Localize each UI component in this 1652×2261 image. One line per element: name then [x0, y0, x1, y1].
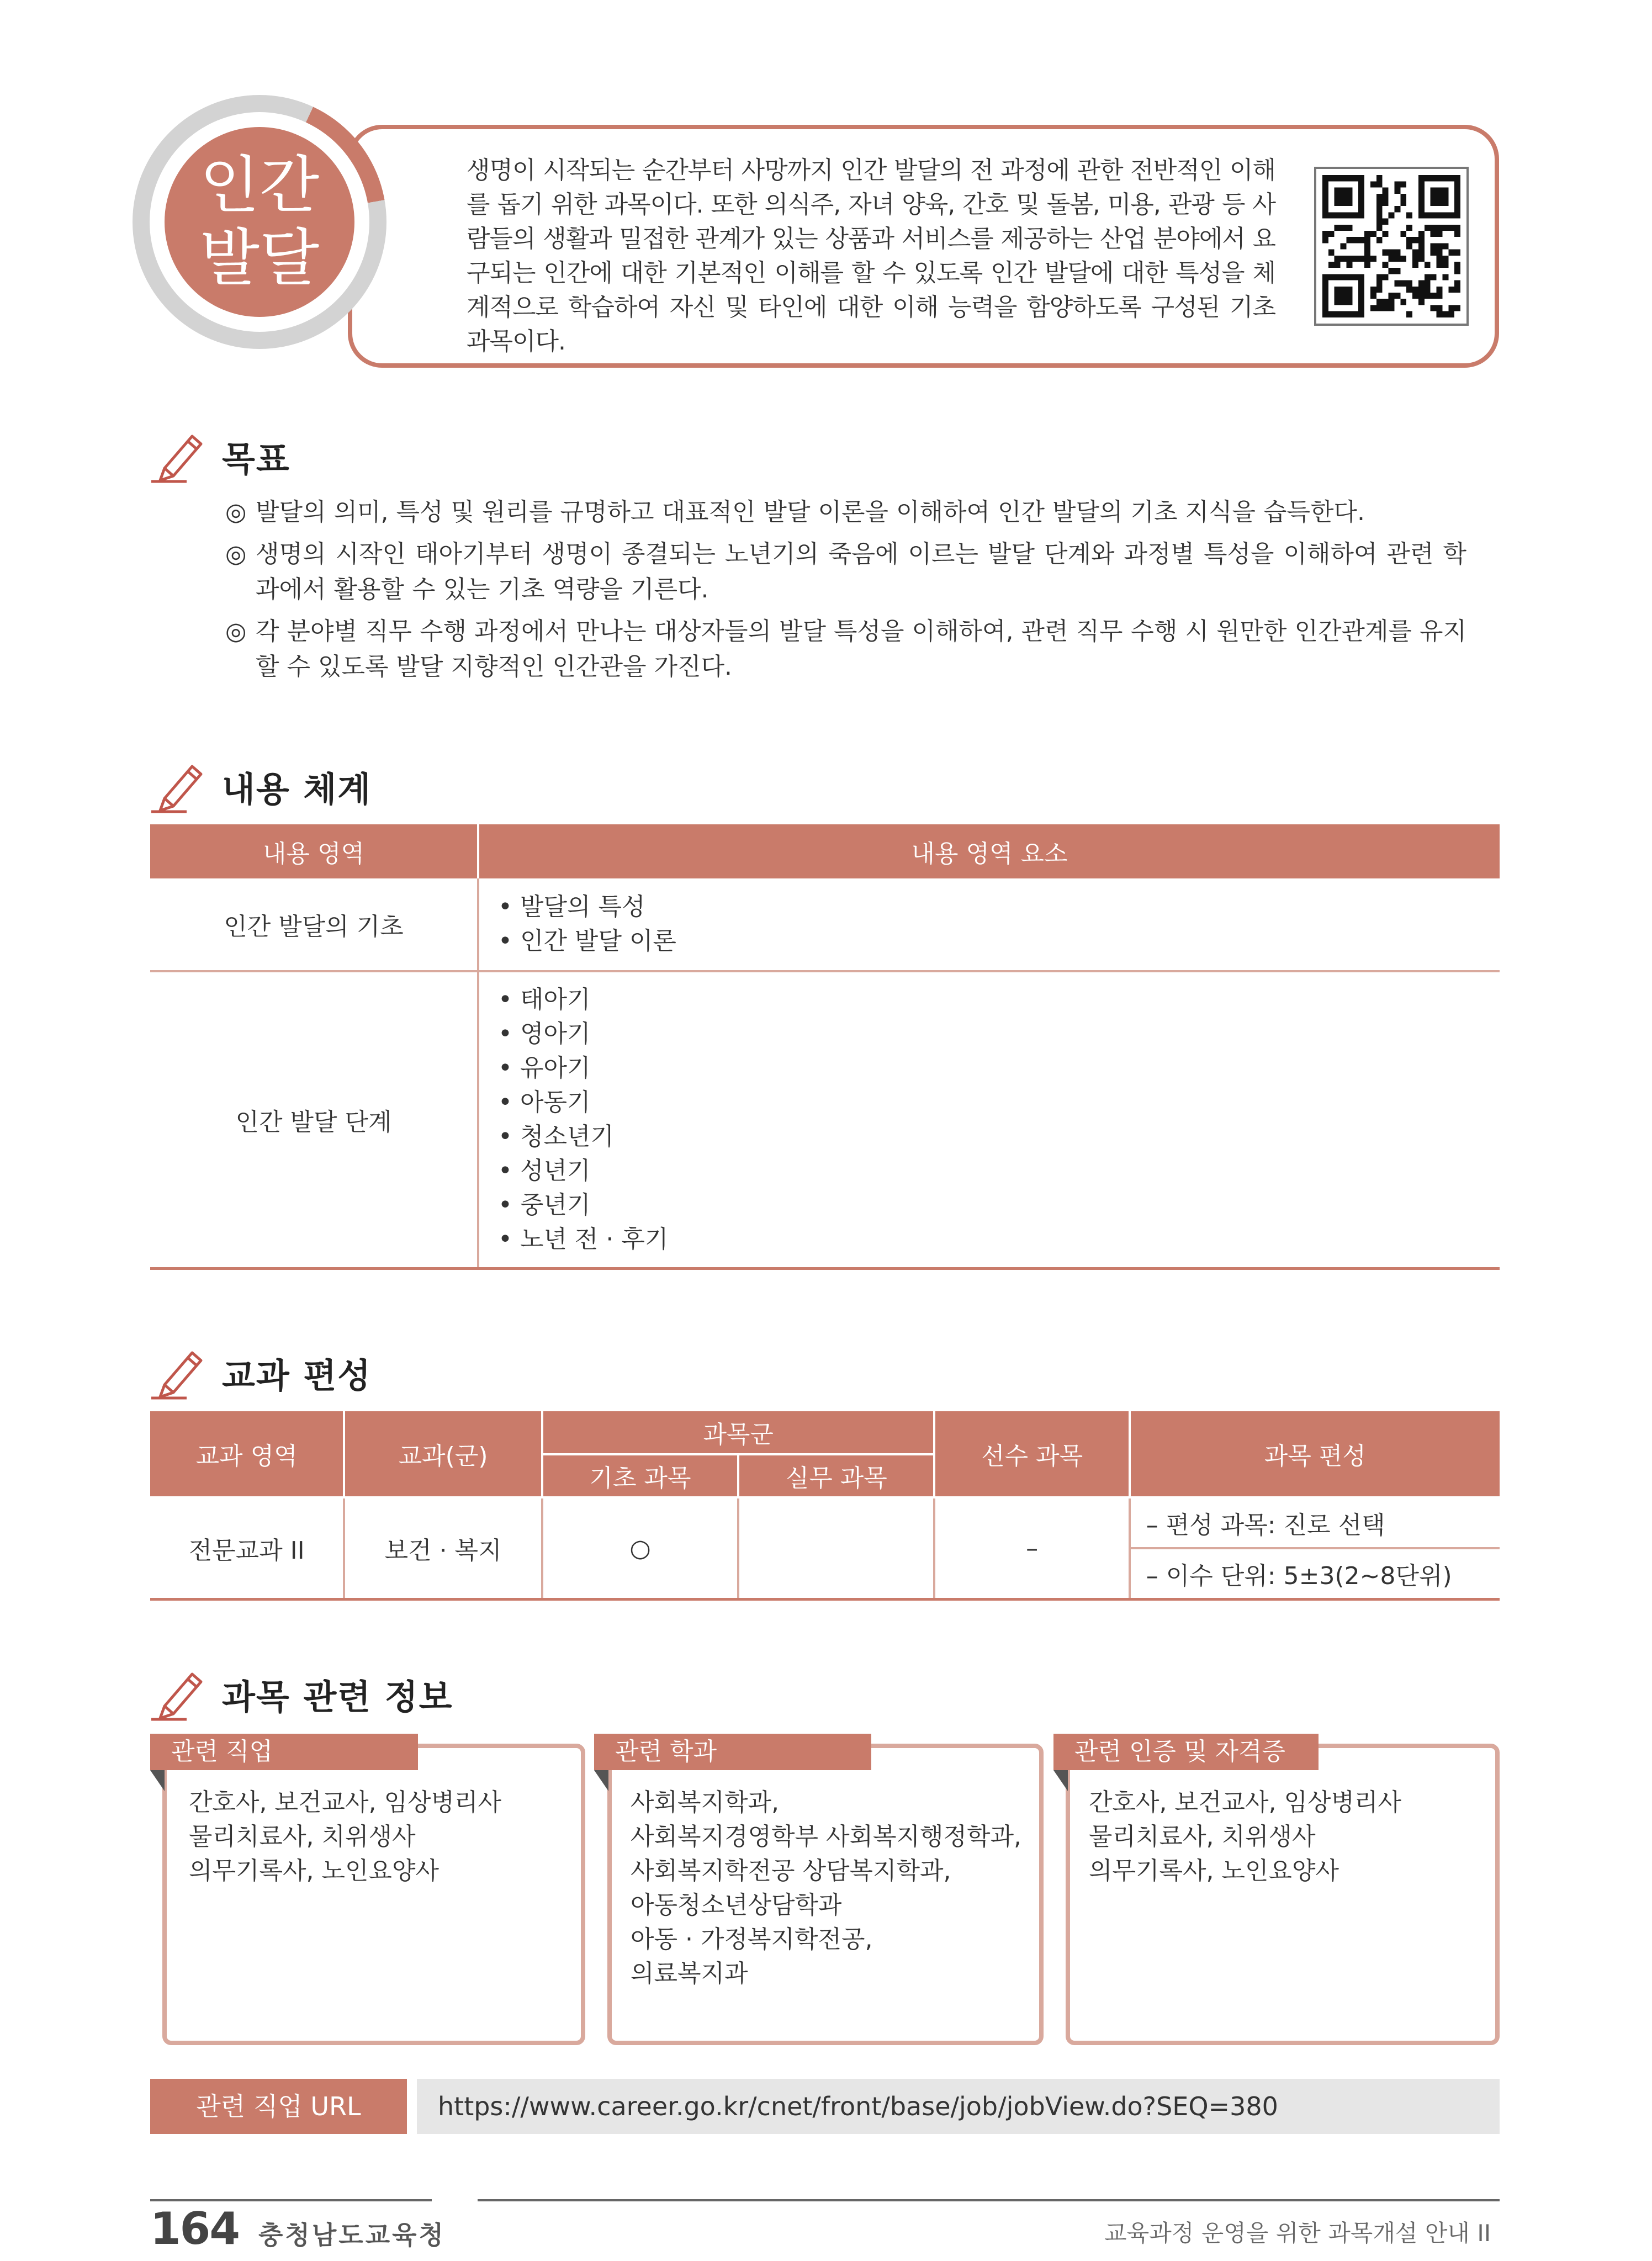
table-row — [150, 1497, 1500, 1548]
list-item: 아동청소년상담학과 — [631, 1891, 842, 1919]
list-item: 의료복지과 — [631, 1960, 748, 1988]
footer-divider — [150, 2199, 432, 2201]
header-practical: 실무 과목 — [738, 1454, 934, 1497]
elements-cell — [478, 878, 1500, 971]
list-item: 간호사, 보건교사, 임상병리사 — [189, 1788, 501, 1817]
goal-item — [225, 495, 1466, 530]
badge-line1: 인간 — [199, 150, 320, 221]
related-job-url-label: 관련 직업 URL — [150, 2079, 407, 2134]
section-title-content-system: 내용 체계 — [222, 769, 372, 809]
header-area: 내용 영역 — [150, 824, 478, 878]
label-tab-corner — [594, 1770, 608, 1791]
label-tab-corner — [150, 1770, 165, 1791]
related-departments-text — [631, 1786, 1021, 1991]
element-item: • 성년기 — [498, 1156, 591, 1185]
badge-line2: 발달 — [199, 223, 320, 294]
goal-marker: ◎ — [225, 498, 247, 526]
area-cell: 인간 발달 단계 — [150, 971, 478, 1268]
table-row — [150, 878, 1500, 971]
related-certificates-text — [1089, 1786, 1401, 1888]
goal-marker: ◎ — [225, 617, 247, 645]
header-prerequisite: 선수 과목 — [934, 1411, 1129, 1497]
pencil-icon — [148, 754, 209, 815]
pencil-icon — [148, 1341, 209, 1401]
list-item: 간호사, 보건교사, 임상병리사 — [1089, 1788, 1401, 1817]
goal-item — [225, 537, 1466, 607]
list-item: 아동 · 가정복지학전공, — [631, 1925, 873, 1953]
header-organization: 과목 편성 — [1130, 1411, 1500, 1497]
related-departments-label: 관련 학과 — [594, 1734, 871, 1770]
section-title-related-info: 과목 관련 정보 — [222, 1677, 453, 1717]
list-item: 사회복지학과, — [631, 1788, 780, 1817]
goal-text: 생명의 시작인 태아기부터 생명이 종결되는 노년기의 죽음에 이르는 발달 단계와 과정별 특성을 이해하여 관련 학과에서 활용할 수 있는 기초 역량을 기른다. — [256, 540, 1466, 603]
table-header-row — [150, 824, 1500, 878]
element-item: • 태아기 — [498, 985, 591, 1014]
organization-cell: – 이수 단위: 5±3(2~8단위) — [1130, 1548, 1500, 1600]
curriculum-table — [150, 1411, 1500, 1601]
list-item: 의무기록사, 노인요양사 — [189, 1857, 440, 1885]
section-title-goals: 목표 — [222, 439, 290, 479]
element-item: • 중년기 — [498, 1190, 591, 1219]
element-item: • 영아기 — [498, 1019, 591, 1048]
page-number: 164 — [150, 2203, 239, 2254]
subject-badge — [165, 127, 354, 317]
related-jobs-text — [189, 1786, 501, 1888]
basic-cell: ○ — [542, 1497, 738, 1600]
area-cell: 인간 발달의 기초 — [150, 878, 478, 971]
goal-marker: ◎ — [225, 540, 247, 568]
label-tab-corner — [1053, 1770, 1068, 1791]
element-item: • 발달의 특성 — [498, 893, 645, 921]
element-item: • 유아기 — [498, 1053, 591, 1082]
related-certificates-label: 관련 인증 및 자격증 — [1053, 1734, 1319, 1770]
element-item: • 인간 발달 이론 — [498, 927, 676, 955]
header-basic: 기초 과목 — [542, 1454, 738, 1497]
prerequisite-cell: – — [934, 1497, 1129, 1600]
header-group: 과목군 — [542, 1411, 935, 1454]
list-item: 물리치료사, 치위생사 — [189, 1823, 416, 1851]
goal-item — [225, 614, 1466, 685]
section-title-curriculum: 교과 편성 — [222, 1355, 372, 1396]
elements-cell — [478, 971, 1500, 1268]
header-elements: 내용 영역 요소 — [478, 824, 1500, 878]
pencil-icon — [148, 424, 209, 485]
content-system-table — [150, 824, 1500, 1270]
table-row — [150, 971, 1500, 1268]
footer-divider — [478, 2199, 1500, 2201]
practical-cell — [738, 1497, 934, 1600]
subject-cell: 보건 · 복지 — [344, 1497, 542, 1600]
area-cell: 전문교과 II — [150, 1497, 344, 1600]
header-subject: 교과(군) — [344, 1411, 542, 1497]
list-item: 의무기록사, 노인요양사 — [1089, 1857, 1339, 1885]
document-title: 교육과정 운영을 위한 과목개설 안내 II — [1104, 2220, 1491, 2247]
publisher-name: 충청남도교육청 — [258, 2220, 446, 2250]
qr-code-icon[interactable] — [1314, 167, 1469, 326]
related-job-url-link[interactable]: https://www.career.go.kr/cnet/front/base/job/jobView.do?SEQ=380 — [417, 2079, 1500, 2134]
element-item: • 청소년기 — [498, 1122, 614, 1151]
goal-text: 각 분야별 직무 수행 과정에서 만나는 대상자들의 발달 특성을 이해하여, 관련 직무 수행 시 원만한 인간관계를 유지할 수 있도록 발달 지향적인 인간관을 가진다. — [256, 617, 1466, 681]
header-area: 교과 영역 — [150, 1411, 344, 1497]
pencil-icon — [148, 1662, 209, 1723]
goal-text: 발달의 의미, 특성 및 원리를 규명하고 대표적인 발달 이론을 이해하여 인간 발달의 기초 지식을 습득한다. — [256, 498, 1365, 526]
list-item: 물리치료사, 치위생사 — [1089, 1823, 1316, 1851]
organization-cell: – 편성 과목: 진로 선택 — [1130, 1497, 1500, 1548]
related-jobs-label: 관련 직업 — [150, 1734, 418, 1770]
intro-text: 생명이 시작되는 순간부터 사망까지 인간 발달의 전 과정에 관한 전반적인 이해를 돕기 위한 과목이다. 또한 의식주, 자녀 양육, 간호 및 돌봄, 미용, 관광 등 사람들의 생활과 밀접한 관계가 있는 상품과 서비스를 제공하는 산업 분야에서 요구되는 인간에 대한 기본적인 이해를 할 수 있도록 인간 발달에 대한 특성을 체계적으로 학습하여 자신 및 타인에 대한 이해 능력을 함양하도록 구성된 기초 과목이다. — [467, 156, 1275, 356]
list-item: 사회복지경영학부 사회복지행정학과, — [631, 1823, 1022, 1851]
list-item: 사회복지학전공 상담복지학과, — [631, 1857, 951, 1885]
element-item: • 노년 전 · 후기 — [498, 1225, 669, 1253]
table-header-row — [150, 1411, 1500, 1454]
element-item: • 아동기 — [498, 1088, 591, 1116]
